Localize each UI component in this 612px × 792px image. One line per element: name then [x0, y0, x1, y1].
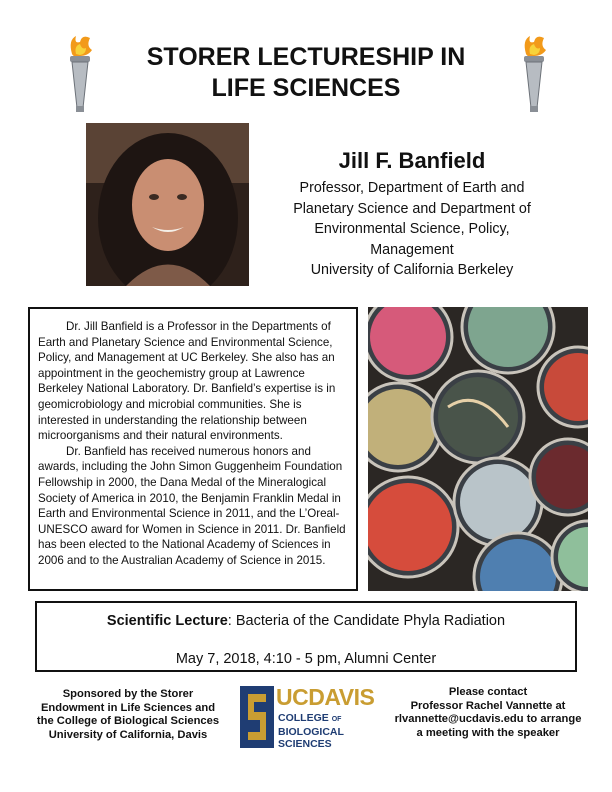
title-line: LIFE SCIENCES — [211, 74, 401, 102]
contact-line: a meeting with the speaker — [416, 726, 560, 739]
speaker-info — [262, 146, 562, 281]
bio-box — [28, 307, 358, 591]
lecture-title: : Bacteria of the Candidate Phyla Radiation — [227, 613, 506, 629]
logo-college-line: SCIENCES — [278, 738, 332, 750]
page-title — [110, 42, 502, 104]
logo-college-line: BIOLOGICAL — [278, 726, 344, 738]
speaker-name: Jill F. Banfield — [338, 148, 486, 173]
sponsor-line: Sponsored by the Storer — [62, 688, 194, 700]
affiliation-line: Management — [370, 241, 454, 258]
sponsor-line: University of California, Davis — [48, 728, 208, 741]
contact-line: Please contact — [448, 686, 528, 698]
title-line: STORER LECTURESHIP IN — [146, 43, 466, 71]
contact-block — [388, 686, 588, 740]
logo-college-text — [278, 712, 344, 750]
affiliation-line: University of California Berkeley — [310, 262, 514, 278]
logo-college-of: OF — [331, 716, 342, 723]
event-box — [35, 601, 577, 672]
ucdavis-emblem-icon — [240, 686, 274, 748]
torch-icon — [60, 34, 100, 114]
bio-paragraph: Dr. Jill Banfield is a Professor in the Departments of Earth and Planetary Science and Environmental Science, Policy, and Management at UC Berkeley. She also has an appointment in the geochemistry group at Lawrence Berkeley National Laboratory. Dr. Banfield’s expertise is in geomicrobiology and microbial communities. She is interested in understanding the relationship between microorganisms and their natural environments. — [38, 320, 336, 443]
affiliation-line: Environmental Science, Policy, — [314, 221, 510, 237]
lecture-line — [37, 612, 575, 630]
ucdavis-logo — [240, 686, 380, 752]
logo-college-line: COLLEGE — [278, 712, 329, 724]
torch-icon — [514, 34, 554, 114]
affiliation-line: Planetary Science and Department of — [293, 200, 531, 217]
event-date-line: May 7, 2018, 4:10 - 5 pm, Alumni Center — [175, 651, 437, 667]
affiliation-line: Professor, Department of Earth and — [299, 180, 525, 196]
contact-line: Professor Rachel Vannette at — [410, 699, 566, 712]
lecture-label: Scientific Lecture — [106, 613, 228, 629]
speaker-portrait-photo — [86, 123, 249, 286]
bio-paragraph: Dr. Banfield has received numerous honors and awards, including the John Simon Guggenheim Foundation Fellowship in 2000, the Dana Medal of the Mineralogical Society of America in 2010, the Benjamin Franklin Medal in Earth and Environmental Science in 2011, and the L’Oreal-UNESCO award for Women in Science in 2011. Dr. Banfield has been elected to the National Academy of Sciences in 2006 and to the Australian Academy of Science in 2015. — [38, 444, 346, 567]
sponsor-line: the College of Biological Sciences — [36, 715, 220, 727]
sponsor-line: Endowment in Life Sciences and — [40, 701, 216, 714]
contact-email[interactable]: rlvannette@ucdavis.edu to arrange — [394, 713, 582, 725]
logo-wordmark: UCDAVIS — [276, 684, 375, 710]
sponsor-block — [28, 688, 228, 742]
petri-dish-photo — [368, 307, 588, 591]
